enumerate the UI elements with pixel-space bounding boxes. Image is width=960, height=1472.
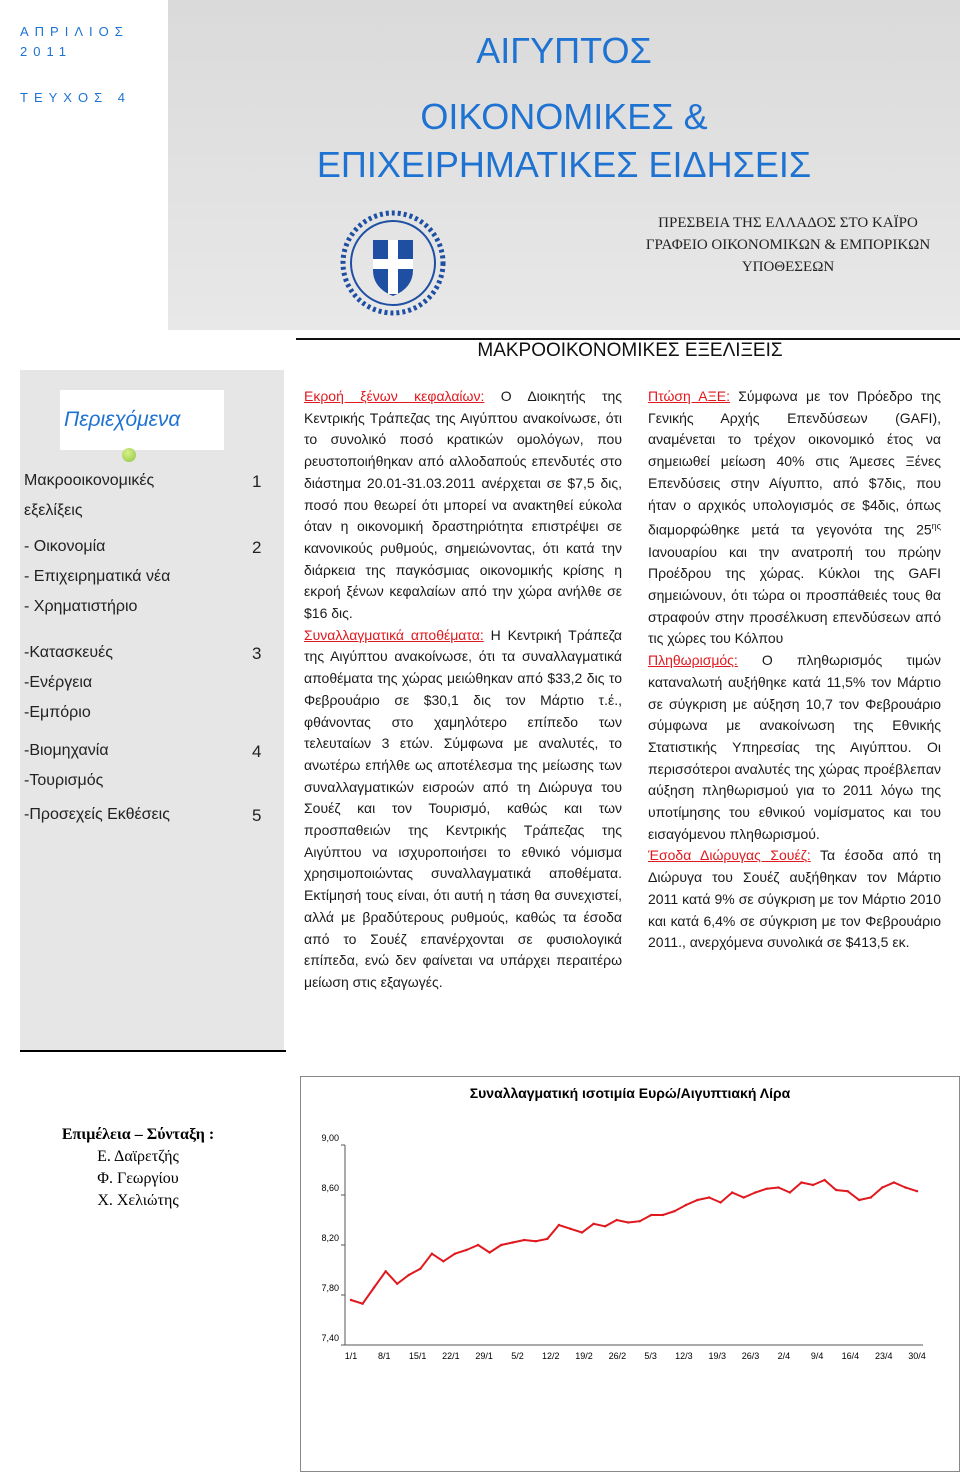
data-point <box>442 1260 444 1262</box>
x-tick-label: 26/3 <box>741 1351 760 1361</box>
credits <box>40 1124 236 1212</box>
article-column-1 <box>304 386 622 994</box>
y-tick-label: 7,40 <box>321 1333 339 1343</box>
data-point <box>616 1219 618 1221</box>
data-point <box>893 1181 895 1183</box>
data-point <box>535 1240 537 1242</box>
toc-divider <box>20 1050 286 1052</box>
text-inflation: Ο πληθωρισμός τιμών καταναλωτή αυξήθηκε κατά 11,5% τον Μάρτιο σε σύγκριση με αύξηση 10,7 τον Φεβρουάριο σύμφωνα με ανακοίνωση της Εθνικής Στατιστικής Υπηρεσίας της Αιγύπτου. Οι περισσότεροι αναλυτές της χώρας προέβλεπαν αύξηση πληθωρισμού για το 2011 λόγω της υποτίμησης του εθνικού νομίσματος και του εισαγόμενου πληθωρισμού. <box>648 652 941 842</box>
data-point <box>858 1199 860 1201</box>
data-point <box>396 1283 398 1285</box>
x-tick-label: 23/4 <box>874 1351 893 1361</box>
toc-page: 2 <box>252 538 262 557</box>
x-tick-label: 30/4 <box>908 1351 926 1361</box>
toc-item[interactable]: - Χρηματιστήριο <box>24 598 138 615</box>
x-tick-label: 29/1 <box>475 1351 493 1361</box>
data-point <box>673 1210 675 1212</box>
toc-item[interactable]: -Εμπόριο <box>24 704 91 721</box>
data-point <box>523 1239 525 1241</box>
data-point <box>431 1253 433 1255</box>
issue-info <box>0 0 160 330</box>
credit-name: Φ. Γεωργίου <box>97 1170 179 1187</box>
issue-year: 2011 <box>20 44 72 59</box>
data-point <box>592 1223 594 1225</box>
data-point <box>870 1196 872 1198</box>
data-point <box>823 1179 825 1181</box>
toc-item[interactable]: Μακροοικονομικές <box>24 472 155 489</box>
data-point <box>685 1204 687 1206</box>
text-fdi-drop: Σύμφωνα με τον Πρόεδρο της Γενικής Αρχής Επενδύσεων (GAFI), αναμένεται το τρέχον οικονομικό έτος να σημειωθεί μείωση 40% στις Άμεσες Ξένες Επενδύσεις στην Αίγυπτο, από $7δις, που ήταν ο αρχικός υπολογισμός σε $4δις, όπως διαμορφώθηκε μετά τα γεγονότα της 25 <box>648 388 941 538</box>
chart-title: Συναλλαγματική ισοτιμία Ευρώ/Αιγυπτιακή Λίρα <box>469 1085 791 1101</box>
toc-item[interactable]: - Επιχειρηματικά νέα <box>24 568 171 585</box>
y-tick-label: 8,60 <box>321 1183 339 1193</box>
green-dot-icon <box>122 448 136 462</box>
article-column-2 <box>648 386 941 954</box>
data-point <box>800 1181 802 1183</box>
x-tick-label: 8/1 <box>378 1351 391 1361</box>
x-tick-label: 19/3 <box>708 1351 727 1361</box>
heading-inflation: Πληθωρισμός: <box>648 652 738 669</box>
data-point <box>650 1214 652 1216</box>
data-point <box>500 1244 502 1246</box>
data-point <box>766 1188 768 1190</box>
series-line <box>351 1180 917 1304</box>
newsletter-title-1: ΟΙΚΟΝΟΜΙΚΕΣ & <box>420 96 708 137</box>
text-fdi-drop-2: Ιανουαρίου και την ανατροπή του πρώην Προέδρου της χώρας. Κύκλοι της GAFI σημειώνουν, ότι τώρα οι προσπάθειές τους θα στραφούν στην προσέλκυση επενδύσεων από τις χώρες του Κόλπου <box>648 543 941 647</box>
toc-item[interactable]: -Προσεχείς Εκθέσεις <box>24 806 170 823</box>
x-tick-label: 5/2 <box>511 1351 524 1361</box>
chart-plot <box>301 1077 959 1471</box>
data-point <box>569 1228 571 1230</box>
x-tick-label: 19/2 <box>575 1351 593 1361</box>
toc-page: 3 <box>252 644 262 663</box>
data-point <box>696 1199 698 1201</box>
x-tick-label: 5/3 <box>644 1351 657 1361</box>
table-of-contents <box>20 370 284 1050</box>
credit-name: Χ. Χελιώτης <box>97 1192 179 1209</box>
toc-item[interactable]: -Κατασκευές <box>24 644 113 661</box>
toc-item[interactable]: - Οικονομία <box>24 538 106 555</box>
data-point <box>789 1191 791 1193</box>
data-point <box>777 1186 779 1188</box>
data-point <box>639 1220 641 1222</box>
data-point <box>454 1253 456 1255</box>
text-capital-outflow: Ο Διοικητής της Κεντρικής Τράπεζας της Αιγύπτου ανακοίνωσε, ότι το συνολικό ποσό κρατικών ομολόγων, που ρευστοποιήθηκαν από αλλοδαπούς επενδυτές στο διάστημα 20.01-31.03.2011 ανέρχεται σε $7,5 δις, ποσό που θεωρεί ότι μπορεί να ανακτηθεί εύκολα όταν η οικονομική δραστηριότητα επιστρέψει σε κανονικούς ρυθμούς, σημειώνοντας, ότι κατά την διάρκεια της παγκόσμιας οικονομικής κρίσης η εκροή ξένων κεφαλαίων από την χώρα ανήλθε σε $16 δις. <box>304 388 623 622</box>
superscript: ης <box>931 521 941 532</box>
section-title: ΜΑΚΡΟΟΙΚΟΝΟΜΙΚΕΣ ΕΞΕΛΙΞΕΙΣ <box>477 340 783 361</box>
x-tick-label: 26/2 <box>608 1351 627 1361</box>
data-point <box>419 1268 421 1270</box>
data-point <box>812 1184 814 1186</box>
data-point <box>373 1286 375 1288</box>
heading-capital-outflow: Εκροή ξένων κεφαλαίων: <box>304 388 485 404</box>
text-fx-reserves: Η Κεντρική Τράπεζα της Αιγύπτου ανακοίνωσε, ότι τα συναλλαγματικά αποθέματα της χώρας μειώθηκαν από $33,2 δις το Φεβρουάριο σε $30,1 δις τον Μάρτιο τ.έ., φθάνοντας στο χαμηλότερο επίπεδο των τελευταίων 3 ετών. Σύμφωνα με αναλυτές, το ανωτέρω επήλθε ως αποτέλεσμα της μείωσης των συναλλαγματικών εισροών από τη Διώρυγα του Σουέζ και τον Τουρισμό, καθώς και των προσπαθειών της Κεντρικής Τράπεζας της Αιγύπτου να ισχυροποιήσει το εθνικό νόμισμα χρησιμοποιώντας συναλλαγματικά αποθέματα. Εκτίμησή τους είναι, ότι αυτή η τάση θα συνεχιστεί, αλλά με βραδύτερους ρυθμούς, καθώς τα έσοδα από το Σουέζ επανέρχονται σε φυσιολογικά επίπεδα, ενώ δεν φαίνεται να υπάρχει περαιτέρω μείωση στις εξαγωγές. <box>304 626 623 990</box>
y-tick-label: 8,20 <box>321 1233 339 1243</box>
data-point <box>465 1249 467 1251</box>
data-point <box>662 1214 664 1216</box>
embassy-line-3: ΥΠΟΘΕΣΕΩΝ <box>741 259 835 275</box>
toc-item[interactable]: εξελίξεις <box>24 502 83 519</box>
coat-of-arms-icon <box>336 206 450 320</box>
data-point <box>731 1191 733 1193</box>
data-point <box>719 1201 721 1203</box>
y-tick-label: 7,80 <box>321 1283 339 1293</box>
data-point <box>350 1299 352 1301</box>
toc-page: 4 <box>252 742 262 761</box>
toc-item[interactable]: -Τουρισμός <box>24 772 104 789</box>
data-point <box>847 1190 849 1192</box>
data-point <box>546 1238 548 1240</box>
data-point <box>916 1190 918 1192</box>
toc-page: 1 <box>252 472 262 491</box>
y-tick-label: 9,00 <box>321 1133 339 1143</box>
embassy-line-2: ΓΡΑΦΕΙΟ ΟΙΚΟΝΟΜΙΚΩΝ & ΕΜΠΟΡΙΚΩΝ <box>645 237 931 253</box>
data-point <box>558 1224 560 1226</box>
data-point <box>361 1303 363 1305</box>
toc-page: 5 <box>252 806 262 825</box>
credit-name: Ε. Δαϊρετζής <box>97 1148 179 1165</box>
data-point <box>627 1221 629 1223</box>
data-point <box>512 1241 514 1243</box>
x-tick-label: 16/4 <box>841 1351 860 1361</box>
x-tick-label: 12/2 <box>541 1351 560 1361</box>
x-tick-label: 9/4 <box>810 1351 824 1361</box>
issue-number: ΤΕΥΧΟΣ 4 <box>20 90 131 105</box>
data-point <box>408 1274 410 1276</box>
x-tick-label: 15/1 <box>408 1351 427 1361</box>
x-tick-label: 1/1 <box>344 1351 358 1361</box>
newsletter-title-2: ΕΠΙΧΕΙΡΗΜΑΤΙΚΕΣ ΕΙΔΗΣΕΙΣ <box>316 144 812 185</box>
data-point <box>581 1231 583 1233</box>
data-point <box>604 1225 606 1227</box>
exchange-rate-chart <box>300 1076 960 1472</box>
issue-month: ΑΠΡΙΛΙΟΣ <box>20 24 129 39</box>
toc-title: Περιεχόμενα <box>60 390 224 450</box>
data-point <box>835 1189 837 1191</box>
data-point <box>904 1186 906 1188</box>
masthead <box>168 0 960 330</box>
data-point <box>477 1244 479 1246</box>
data-point <box>881 1186 883 1188</box>
data-point <box>385 1270 387 1272</box>
heading-fx-reserves: Συναλλαγματικά αποθέματα: <box>304 626 484 643</box>
toc-item[interactable]: -Ενέργεια <box>24 674 93 691</box>
country-title: ΑΙΓΥΠΤΟΣ <box>476 30 652 71</box>
text-suez-revenue: Τα έσοδα από τη Διώρυγα του Σουέζ αυξήθηκαν τον Μάρτιο 2011 κατά 9% σε σύγκριση με τον Μάρτιο 2010 και κατά 6,4% σε σύγκριση με τον Φεβρουάριο 2011., ανερχόμενα συνολικά σε $413,5 εκ. <box>648 847 942 951</box>
heading-suez-revenue: Έσοδα Διώρυγας Σουέζ: <box>648 847 811 864</box>
embassy-line-1: ΠΡΕΣΒΕΙΑ ΤΗΣ ΕΛΛΑΔΟΣ ΣΤΟ ΚΑΪΡΟ <box>658 215 918 231</box>
x-tick-label: 12/3 <box>675 1351 693 1361</box>
credits-heading: Επιμέλεια – Σύνταξη : <box>61 1126 215 1143</box>
heading-fdi-drop: Πτώση ΑΞΕ: <box>648 388 730 404</box>
data-point <box>754 1191 756 1193</box>
toc-item[interactable]: -Βιομηχανία <box>24 742 109 759</box>
x-tick-label: 2/4 <box>777 1351 791 1361</box>
data-point <box>743 1196 745 1198</box>
data-point <box>708 1196 710 1198</box>
x-tick-label: 22/1 <box>442 1351 460 1361</box>
data-point <box>488 1251 490 1253</box>
